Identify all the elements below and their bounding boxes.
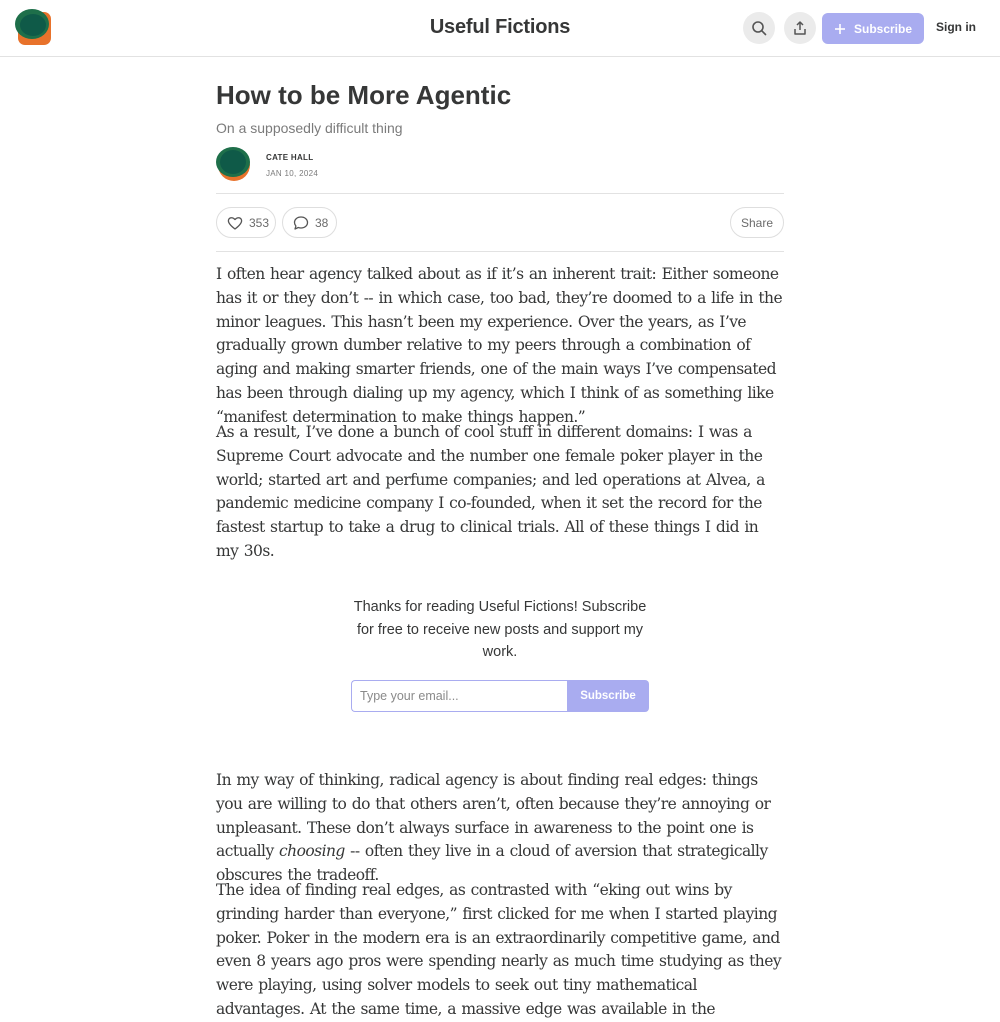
subscribe-submit-button[interactable]: Subscribe xyxy=(567,680,649,712)
share-icon xyxy=(792,20,808,36)
comment-icon xyxy=(293,215,309,231)
post-title: How to be More Agentic xyxy=(216,80,512,110)
search-icon xyxy=(751,20,767,36)
share-label: Share xyxy=(740,215,774,230)
body-text: In my way of thinking, radical agency is about finding real edges: things you are willing to do that others aren’t, often because they’re annoying or unpleasant. These don’t always surface in awareness to the point one is actually xyxy=(216,771,771,861)
emphasis-text: choosing xyxy=(279,842,345,861)
plus-icon xyxy=(834,23,846,35)
body-paragraph xyxy=(216,769,784,888)
divider xyxy=(216,193,784,194)
post-share-button[interactable] xyxy=(730,207,784,238)
post-subtitle: On a supposedly difficult thing xyxy=(216,120,403,136)
subscribe-button[interactable] xyxy=(822,13,924,44)
body-paragraph: The idea of finding real edges, as contrasted with “eking out wins by grinding harder than everyone,” first clicked for me when I started playing poker. Poker in the modern era is an extraordinarily competitive game, and even 8 years ago pros were spending nearly as much time studying as they were playing, using solver models to seek out tiny mathematical advantages. At the same time, a massive edge was available in the xyxy=(216,881,782,1018)
body-paragraph: I often hear agency talked about as if it’s an inherent trait: Either someone has it or they don’t -- in which case, too bad, they’re doomed to a life in the minor leagues. This hasn’t been my experience. Over the years, as I’ve gradually grown dumber relative to my peers through a combination of aging and making smarter friends, one of the main ways I’ve compensated has been through dialing up my agency, which I think of as something like “manifest determination to make things happen.” xyxy=(216,265,783,426)
like-count: 353 xyxy=(249,215,270,230)
search-button[interactable] xyxy=(743,12,775,44)
comment-count: 38 xyxy=(315,215,329,230)
sign-in-link[interactable]: Sign in xyxy=(936,20,976,34)
post-date: JAN 10, 2024 xyxy=(266,169,319,178)
email-field[interactable] xyxy=(351,680,567,712)
subscribe-form xyxy=(351,680,649,712)
publication-title[interactable]: Useful Fictions xyxy=(429,16,571,38)
share-button[interactable] xyxy=(784,12,816,44)
divider xyxy=(216,251,784,252)
top-bar xyxy=(0,0,1000,57)
subscribe-prompt: Thanks for reading Useful Fictions! Subscribe for free to receive new posts and support my work. xyxy=(353,599,647,660)
body-paragraph: As a result, I’ve done a bunch of cool stuff in different domains: I was a Supreme Court advocate and the number one female poker player in the world; started art and perfume companies; and led operations at Alvea, a pandemic medicine company I co-founded, when it set the record for the fastest startup to take a drug to clinical trials. All of these things I did in my 30s. xyxy=(216,423,765,560)
author-name[interactable]: CATE HALL xyxy=(266,153,314,162)
author-avatar[interactable] xyxy=(218,149,250,181)
like-button[interactable] xyxy=(216,207,276,238)
subscribe-label: Subscribe xyxy=(853,21,913,36)
body-text: -- often they live in a cloud of aversion that strategically obscures the tradeoff. xyxy=(216,842,768,885)
comment-button[interactable] xyxy=(282,207,337,238)
heart-icon xyxy=(227,215,243,231)
